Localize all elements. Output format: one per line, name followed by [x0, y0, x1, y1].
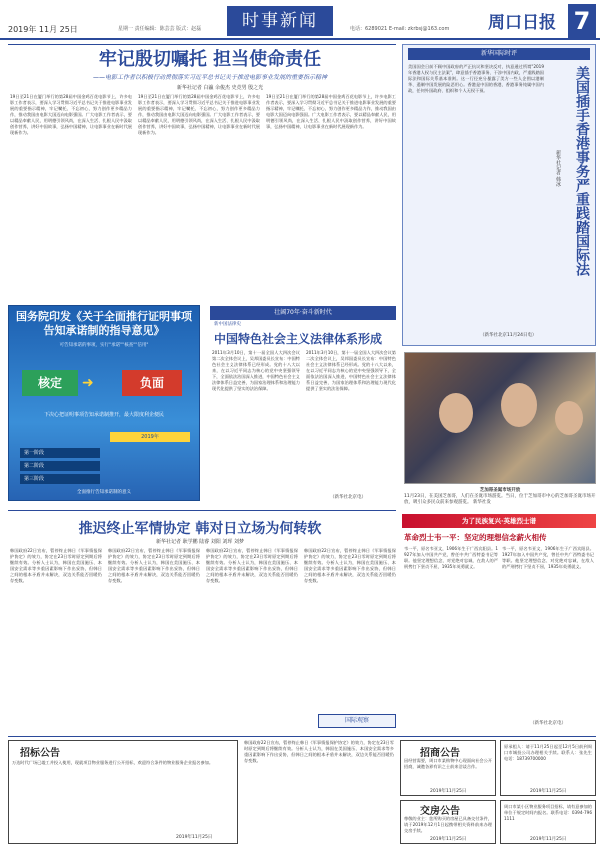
hero-headline[interactable]: 革命烈士韦一平：坚定的理想信念薪火相传	[404, 533, 547, 542]
graphic-step: 第二阶段	[20, 461, 100, 471]
column-banner: 壮阔70年·奋斗新时代	[210, 306, 396, 320]
person-face	[555, 401, 583, 435]
hero-body-col1: 韦一平，原名韦亚文，1906年生于广西宾阳县。1927年加入中国共产党，曾任中共广西特委书记等职。他坚定理想信念、对党绝对忠诚，在敌人的严刑拷打下坚贞不屈，1935年英勇就义。	[404, 546, 498, 569]
section-title: 时事新闻	[227, 6, 333, 36]
person-face	[501, 383, 537, 427]
ad-notice2-date: 2019年11月25日	[530, 837, 567, 842]
article2-body-col3: 韩国政府22日宣布，暂停终止韩日《军事情报保护协定》的效力，协定在23日零时原定到期后将继续有效。分析人士认为，韩国在美国施压、本国安全需求等多重因素影响下作出妥协，但韩日之间的根本矛盾并未解决，双边关系能否回暖仍存变数。	[206, 548, 298, 583]
ad-recruit-date: 2019年11月25日	[176, 835, 213, 840]
ad-hiring-title: 招商公告	[420, 748, 460, 759]
graphic-step: 第三阶段	[20, 474, 100, 484]
ad-recruit-title: 招标公告	[20, 748, 60, 759]
article1-body-col3: 19日至21日在厦门举行的第28届中国金鸡百花电影节上，许多电影工作者表示，要深入学习贯彻习近平总书记关于推进电影事业发展的重要指示精神，牢记嘱托、不忘初心，努力创作更多精品力作，推动我国由电影大国迈向电影强国。广大电影工作者表示，要以精品奉献人民，用明德引领风尚，在深入生活、扎根人民中汲取创作营养，讲好中国故事，弘扬中国精神，让电影事业在新时代展现新作为。	[266, 94, 396, 129]
ad-notice-date: 2019年11月25日	[530, 789, 567, 794]
person-face	[439, 393, 473, 433]
ad-misc-body: 韩国政府22日宣布，暂停终止韩日《军事情报保护协定》的效力，协定在23日零时原定到期后将继续有效。分析人士认为，韩国在美国施压、本国安全需求等多重因素影响下作出妥协，但韩日之间的根本矛盾并未解决，双边关系能否回暖仍存变数。	[244, 740, 394, 763]
graphic-left-box: 核定	[22, 370, 78, 396]
graphic-right-box: 负面	[122, 370, 182, 396]
article1-body-col2: 19日至21日在厦门举行的第28届中国金鸡百花电影节上，许多电影工作者表示，要深入学习贯彻习近平总书记关于推进电影事业发展的重要指示精神，牢记嘱托、不忘初心，努力创作更多精品力作，推动我国由电影大国迈向电影强国。广大电影工作者表示，要以精品奉献人民，用明德引领风尚，在深入生活、扎根人民中汲取创作营养，讲好中国故事，弘扬中国精神，让电影事业在新时代展现新作为。	[138, 94, 260, 135]
intl-observation-tag: 国际观察	[318, 714, 396, 728]
article2-byline: 新华社记者 耿学鹏 陆睿 刘阳 刘珲 刘梦	[156, 539, 244, 545]
commentary-dateline: （新华社北京11月24日电）	[480, 333, 537, 338]
article2-headline[interactable]: 推迟终止军情协定 韩对日立场为何转软	[78, 521, 322, 537]
ad-hiring-body: 因经营需要，周口市某购物中心现面向社会公开招商，诚邀各界有识之士前来洽谈合作。	[404, 758, 492, 769]
article2-body-col4: 韩国政府22日宣布，暂停终止韩日《军事情报保护协定》的效力，协定在23日零时原定到期后将继续有效。分析人士认为，韩国在美国施压、本国安全需求等多重因素影响下作出妥协，但韩日之间的根本矛盾并未解决，双边关系能否回暖仍存变数。	[304, 548, 396, 583]
ad-recruit-body: 万达时代广场已竣工并投入使用，现就项目物业服务进行公开招标，欢迎符合条件的物业服务企业报名参加。	[12, 760, 214, 765]
newspaper-logo: 周口日报	[488, 13, 556, 33]
column-sub: 新中国法律史	[214, 322, 241, 327]
graphic-title: 国务院印发《关于全面推行证明事项告知承诺制的指导意见》	[16, 310, 192, 337]
news-photo[interactable]	[404, 352, 596, 484]
graphic-step: 第一阶段	[20, 448, 100, 458]
article3-body-col1: 2011年3月10日，第十一届全国人大四次会议第二次全体会议上，吴邦国委员长宣布：中国特色社会主义法律体系已经形成。党的十八大以来，在以习近平同志为核心的党中央坚强领导下，全面依法治国深入推进，中国特色社会主义法律体系日益完善，为国家治理体系和治理能力现代化提供了坚实的法治保障。	[212, 350, 300, 391]
graphic-year-tag: 2019年	[110, 432, 190, 442]
article1-subhead: ——电影工作者以积极行动贯彻落实习近平总书记关于推进电影事业发展的重要指示精神	[92, 74, 327, 81]
graphic-footer: 全面推行告知承诺制的意义	[77, 490, 131, 495]
article1-headline[interactable]: 牢记殷切嘱托 担当使命责任	[98, 49, 322, 70]
ad-trade-title: 交房公告	[420, 806, 460, 817]
photo-caption-title: 芝加哥圣诞市场开放	[479, 488, 521, 493]
issue-date: 2019年 11月 25日	[8, 25, 78, 34]
ad-trade-body: 尊敬的业主：您所购买的房屋已具备交付条件，请于2019年12月1日起携带相关资料前来办理交房手续。	[404, 816, 492, 833]
photo-caption-text: 11月23日，在美国芝加哥，人们在圣诞市场游览。当日，位于芝加哥市中心的芝加哥圣诞市场开放，吸引众多民众前来参观游览。	[404, 494, 596, 505]
article2-body-col2: 韩国政府22日宣布，暂停终止韩日《军事情报保护协定》的效力，协定在23日零时原定到期后将继续有效。分析人士认为，韩国在美国施压、本国安全需求等多重因素影响下作出妥协，但韩日之间的根本矛盾并未解决，双边关系能否回暖仍存变数。	[108, 548, 200, 583]
commentary-body: 美国国会日前不顾中国政府的严正抗议和坚决反对，执意通过所谓"2019年香港人权与民主法案"，肆意插手香港事务、干涉中国内政，严重践踏国际法和国际关系基本准则。这一行径充分暴露了美方一些人企图以港制华、遏制中国发展的险恶用心。香港是中国的香港，香港事务纯属中国内政，任何外国政府、组织和个人无权干预。	[408, 64, 544, 93]
article3-headline[interactable]: 中国特色社会主义法律体系形成	[214, 332, 383, 346]
page-number: 7	[568, 4, 596, 38]
commentary-banner: 新华国际时评	[408, 48, 590, 60]
divider	[8, 510, 396, 511]
graphic-slogan: 下决心把证明事项告知承诺制推开，最大限度利企便民	[43, 412, 164, 418]
photo-credit: 新华社发	[472, 500, 491, 505]
graphic-hint: 可告知承诺的事项，实行"承诺""核查""信用"	[59, 343, 149, 348]
editor-meta: 星期一 责任编辑：陈芸芸 版式：赵磊	[118, 26, 202, 32]
ad-trade-date: 2019年11月25日	[430, 837, 467, 842]
hero-body-col2: 韦一平，原名韦亚文，1906年生于广西宾阳县。1927年加入中国共产党，曾任中共广西特委书记等职。他坚定理想信念、对党绝对忠诚，在敌人的严刑拷打下坚贞不屈，1935年英勇就义。	[502, 546, 594, 569]
article3-dateline: （新华社北京电）	[330, 495, 366, 500]
contact-info: 电话：6289021 E-mail: zkrbsj@163.com	[350, 26, 450, 32]
article1-byline: 新华社记者 白瀛 余俊杰 史竞男 殷之光	[176, 85, 264, 91]
ad-notice2-body: 周口市某小区物业服务项目招标，请有意参加的单位于规定时间内报名。联系电话：0394-7961111	[504, 804, 592, 821]
article2-body-col1: 韩国政府22日宣布，暂停终止韩日《军事情报保护协定》的效力，协定在23日零时原定到期后将继续有效。分析人士认为，韩国在美国施压、本国安全需求等多重因素影响下作出妥协，但韩日之间的根本矛盾并未解决，双边关系能否回暖仍存变数。	[10, 548, 102, 583]
ad-hiring-date: 2019年11月25日	[430, 789, 467, 794]
hero-dateline: （新华社北京电）	[530, 721, 566, 726]
commentary-headline[interactable]: 美国插手香港事务严重践踏国际法	[574, 66, 590, 276]
divider	[8, 736, 596, 737]
hero-banner: 为了民族复兴·英雄烈士谱	[402, 514, 596, 528]
article1-body-col1: 19日至21日在厦门举行的第28届中国金鸡百花电影节上，许多电影工作者表示，要深入学习贯彻习近平总书记关于推进电影事业发展的重要指示精神，牢记嘱托、不忘初心，努力创作更多精品力作，推动我国由电影大国迈向电影强国。广大电影工作者表示，要以精品奉献人民，用明德引领风尚，在深入生活、扎根人民中汲取创作营养，讲好中国故事，弘扬中国精神，让电影事业在新时代展现新作为。	[10, 94, 132, 135]
ad-notice-body: 原承租人：请于11月25日起至12月5日前到周口市城投公司办理相关手续。联系人：张先生 电话：18739700000	[504, 744, 592, 761]
arrow-right-icon: ➜	[82, 375, 94, 391]
article3-body-col2: 2011年3月10日，第十一届全国人大四次会议第二次全体会议上，吴邦国委员长宣布：中国特色社会主义法律体系已经形成。党的十八大以来，在以习近平同志为核心的党中央坚强领导下，全面依法治国深入推进，中国特色社会主义法律体系日益完善，为国家治理体系和治理能力现代化提供了坚实的法治保障。	[306, 350, 396, 391]
photo-caption	[404, 488, 596, 506]
commentary-byline: 新华社记者 韩冰	[555, 150, 561, 187]
